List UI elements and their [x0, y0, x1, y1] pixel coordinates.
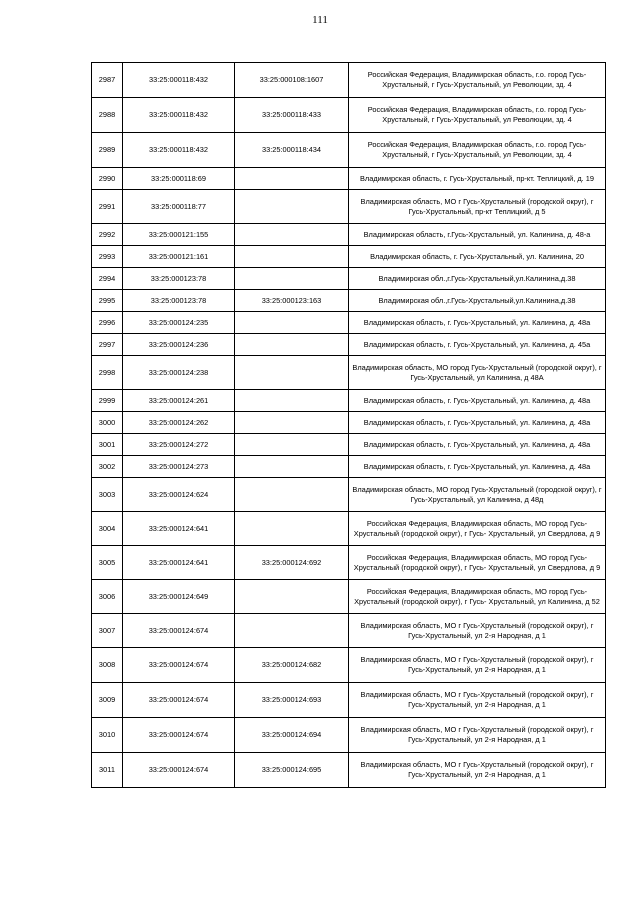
address-cell: Владимирская область, г. Гусь-Хрустальный, ул. Калинина, 20: [349, 246, 606, 268]
table-row: [92, 434, 606, 456]
row-number-cell: 2990: [92, 168, 123, 190]
land-cadastral-number-cell: 33:25:000124:674: [123, 683, 235, 718]
table-row: [92, 614, 606, 648]
address-cell: Владимирская обл.,г.Гусь-Хрустальный,ул.Калинина,д.38: [349, 290, 606, 312]
address-cell: Владимирская область, г. Гусь-Хрустальный, ул. Калинина, д. 48а: [349, 390, 606, 412]
table-row: [92, 168, 606, 190]
address-cell: Российская Федерация, Владимирская область, МО город Гусь-Хрустальный (городской округ), г Гусь- Хрустальный, ул Калинина, д 52: [349, 580, 606, 614]
row-number-cell: 2993: [92, 246, 123, 268]
table-row: [92, 290, 606, 312]
building-cadastral-number-cell: 33:25:000108:1607: [235, 63, 349, 98]
building-cadastral-number-cell: [235, 412, 349, 434]
land-cadastral-number-cell: 33:25:000124:273: [123, 456, 235, 478]
land-cadastral-number-cell: 33:25:000118:432: [123, 63, 235, 98]
building-cadastral-number-cell: 33:25:000124:692: [235, 546, 349, 580]
land-cadastral-number-cell: 33:25:000124:674: [123, 753, 235, 788]
registry-table: [91, 62, 606, 788]
table-row: [92, 512, 606, 546]
land-cadastral-number-cell: 33:25:000124:641: [123, 512, 235, 546]
land-cadastral-number-cell: 33:25:000121:161: [123, 246, 235, 268]
address-cell: Владимирская область, МО город Гусь-Хрустальный (городской округ), г Гусь-Хрустальный, ул Калинина, д 48А: [349, 356, 606, 390]
building-cadastral-number-cell: [235, 614, 349, 648]
table-row: [92, 390, 606, 412]
land-cadastral-number-cell: 33:25:000124:674: [123, 648, 235, 683]
building-cadastral-number-cell: [235, 168, 349, 190]
address-cell: Владимирская область, г. Гусь-Хрустальный, ул. Калинина, д. 48а: [349, 312, 606, 334]
table-row: [92, 334, 606, 356]
table-row: [92, 478, 606, 512]
address-cell: Российская Федерация, Владимирская область, г.о. город Гусь-Хрустальный, г Гусь-Хрустальный, ул Революции, зд. 4: [349, 98, 606, 133]
registry-table-body: [92, 63, 606, 788]
building-cadastral-number-cell: [235, 246, 349, 268]
address-cell: Владимирская область, МО г Гусь-Хрустальный (городской округ), г Гусь-Хрустальный, ул 2-я Народная, д 1: [349, 753, 606, 788]
table-row: [92, 356, 606, 390]
land-cadastral-number-cell: 33:25:000123:78: [123, 268, 235, 290]
table-row: [92, 648, 606, 683]
land-cadastral-number-cell: 33:25:000124:649: [123, 580, 235, 614]
building-cadastral-number-cell: [235, 456, 349, 478]
row-number-cell: 3003: [92, 478, 123, 512]
row-number-cell: 2994: [92, 268, 123, 290]
row-number-cell: 2996: [92, 312, 123, 334]
land-cadastral-number-cell: 33:25:000124:674: [123, 718, 235, 753]
row-number-cell: 2995: [92, 290, 123, 312]
table-row: [92, 718, 606, 753]
table-row: [92, 190, 606, 224]
building-cadastral-number-cell: [235, 512, 349, 546]
row-number-cell: 2992: [92, 224, 123, 246]
address-cell: Владимирская область, г.Гусь-Хрустальный, ул. Калинина, д. 48-а: [349, 224, 606, 246]
address-cell: Владимирская область, г. Гусь-Хрустальный, пр-кт. Теплицкий, д. 19: [349, 168, 606, 190]
address-cell: Российская Федерация, Владимирская область, г.о. город Гусь-Хрустальный, г Гусь-Хрустальный, ул Революции, зд. 4: [349, 133, 606, 168]
address-cell: Владимирская область, МО город Гусь-Хрустальный (городской округ), г Гусь-Хрустальный, ул Калинина, д 48д: [349, 478, 606, 512]
address-cell: Владимирская область, МО г Гусь-Хрустальный (городской округ), г Гусь-Хрустальный, ул 2-я Народная, д 1: [349, 614, 606, 648]
table-row: [92, 580, 606, 614]
row-number-cell: 3009: [92, 683, 123, 718]
row-number-cell: 2987: [92, 63, 123, 98]
table-row: [92, 133, 606, 168]
building-cadastral-number-cell: [235, 334, 349, 356]
row-number-cell: 2989: [92, 133, 123, 168]
land-cadastral-number-cell: 33:25:000124:624: [123, 478, 235, 512]
row-number-cell: 3011: [92, 753, 123, 788]
building-cadastral-number-cell: [235, 478, 349, 512]
table-row: [92, 312, 606, 334]
building-cadastral-number-cell: 33:25:000124:694: [235, 718, 349, 753]
building-cadastral-number-cell: [235, 390, 349, 412]
building-cadastral-number-cell: [235, 312, 349, 334]
row-number-cell: 3000: [92, 412, 123, 434]
land-cadastral-number-cell: 33:25:000124:235: [123, 312, 235, 334]
building-cadastral-number-cell: [235, 268, 349, 290]
building-cadastral-number-cell: [235, 356, 349, 390]
row-number-cell: 3006: [92, 580, 123, 614]
land-cadastral-number-cell: 33:25:000118:432: [123, 133, 235, 168]
row-number-cell: 2991: [92, 190, 123, 224]
address-cell: Владимирская область, г. Гусь-Хрустальный, ул. Калинина, д. 48а: [349, 456, 606, 478]
table-row: [92, 683, 606, 718]
table-row: [92, 456, 606, 478]
address-cell: Владимирская область, МО г Гусь-Хрустальный (городской округ), г Гусь-Хрустальный, ул 2-я Народная, д 1: [349, 683, 606, 718]
table-row: [92, 98, 606, 133]
building-cadastral-number-cell: [235, 190, 349, 224]
land-cadastral-number-cell: 33:25:000124:236: [123, 334, 235, 356]
land-cadastral-number-cell: 33:25:000124:272: [123, 434, 235, 456]
land-cadastral-number-cell: 33:25:000121:155: [123, 224, 235, 246]
building-cadastral-number-cell: [235, 434, 349, 456]
table-row: [92, 63, 606, 98]
building-cadastral-number-cell: [235, 580, 349, 614]
building-cadastral-number-cell: 33:25:000118:433: [235, 98, 349, 133]
table-row: [92, 753, 606, 788]
row-number-cell: 3007: [92, 614, 123, 648]
row-number-cell: 2997: [92, 334, 123, 356]
building-cadastral-number-cell: 33:25:000123:163: [235, 290, 349, 312]
address-cell: Владимирская область, г. Гусь-Хрустальный, ул. Калинина, д. 45а: [349, 334, 606, 356]
row-number-cell: 3005: [92, 546, 123, 580]
address-cell: Владимирская область, г. Гусь-Хрустальный, ул. Калинина, д. 48а: [349, 434, 606, 456]
land-cadastral-number-cell: 33:25:000124:261: [123, 390, 235, 412]
building-cadastral-number-cell: [235, 224, 349, 246]
table-row: [92, 246, 606, 268]
row-number-cell: 2988: [92, 98, 123, 133]
row-number-cell: 2999: [92, 390, 123, 412]
row-number-cell: 3001: [92, 434, 123, 456]
land-cadastral-number-cell: 33:25:000124:238: [123, 356, 235, 390]
row-number-cell: 3010: [92, 718, 123, 753]
building-cadastral-number-cell: 33:25:000118:434: [235, 133, 349, 168]
row-number-cell: 3002: [92, 456, 123, 478]
address-cell: Владимирская область, МО г Гусь-Хрустальный (городской округ), г Гусь-Хрустальный, ул 2-я Народная, д 1: [349, 648, 606, 683]
address-cell: Владимирская область, г. Гусь-Хрустальный, ул. Калинина, д. 48а: [349, 412, 606, 434]
address-cell: Владимирская обл.,г.Гусь-Хрустальный,ул.Калинина,д.38: [349, 268, 606, 290]
table-row: [92, 546, 606, 580]
building-cadastral-number-cell: 33:25:000124:695: [235, 753, 349, 788]
land-cadastral-number-cell: 33:25:000124:674: [123, 614, 235, 648]
building-cadastral-number-cell: 33:25:000124:693: [235, 683, 349, 718]
page-number: 111: [312, 14, 328, 26]
land-cadastral-number-cell: 33:25:000124:262: [123, 412, 235, 434]
address-cell: Владимирская область, МО г Гусь-Хрустальный (городской округ), г Гусь-Хрустальный, ул 2-я Народная, д 1: [349, 718, 606, 753]
building-cadastral-number-cell: 33:25:000124:682: [235, 648, 349, 683]
row-number-cell: 2998: [92, 356, 123, 390]
land-cadastral-number-cell: 33:25:000118:77: [123, 190, 235, 224]
table-row: [92, 412, 606, 434]
address-cell: Российская Федерация, Владимирская область, МО город Гусь-Хрустальный (городской округ), г Гусь- Хрустальный, ул Свердлова, д 9: [349, 546, 606, 580]
table-row: [92, 268, 606, 290]
land-cadastral-number-cell: 33:25:000118:432: [123, 98, 235, 133]
row-number-cell: 3008: [92, 648, 123, 683]
land-cadastral-number-cell: 33:25:000123:78: [123, 290, 235, 312]
address-cell: Российская Федерация, Владимирская область, г.о. город Гусь-Хрустальный, г Гусь-Хрустальный, ул Революции, зд. 4: [349, 63, 606, 98]
address-cell: Российская Федерация, Владимирская область, МО город Гусь-Хрустальный (городской округ), г Гусь- Хрустальный, ул Свердлова, д 9: [349, 512, 606, 546]
row-number-cell: 3004: [92, 512, 123, 546]
table-row: [92, 224, 606, 246]
address-cell: Владимирская область, МО г Гусь-Хрустальный (городской округ), г Гусь-Хрустальный, пр-кт Теплицкий, д 5: [349, 190, 606, 224]
land-cadastral-number-cell: 33:25:000118:69: [123, 168, 235, 190]
land-cadastral-number-cell: 33:25:000124:641: [123, 546, 235, 580]
